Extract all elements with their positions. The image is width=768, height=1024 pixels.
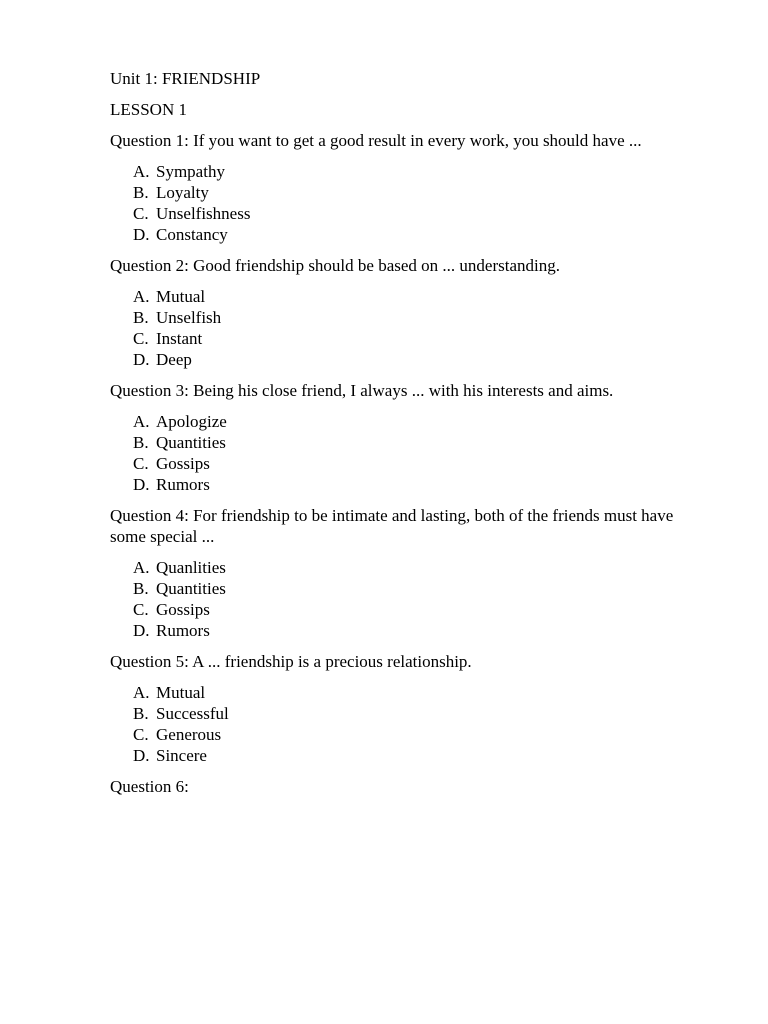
answer-options — [110, 557, 690, 641]
question-text: Question 4: For friendship to be intimate and lasting, both of the friends must have some special ... — [110, 506, 674, 546]
question-5 — [110, 651, 690, 766]
option-a — [133, 682, 690, 703]
answer-options — [110, 411, 690, 495]
question-text: Question 3: Being his close friend, I always ... with his interests and aims. — [110, 381, 614, 400]
option-text: Unselfishness — [156, 204, 251, 223]
option-letter: A. — [133, 412, 150, 431]
option-a — [133, 411, 690, 432]
option-text: Generous — [156, 725, 222, 744]
option-text: Apologize — [156, 412, 227, 431]
option-letter: B. — [133, 308, 149, 327]
question-text: Question 5: A ... friendship is a precious relationship. — [110, 652, 472, 671]
option-text: Mutual — [156, 287, 206, 306]
option-text: Sympathy — [156, 162, 225, 181]
option-a — [133, 161, 690, 182]
option-d — [133, 620, 690, 641]
option-letter: D. — [133, 225, 150, 244]
option-text: Quantities — [156, 433, 226, 452]
option-letter: A. — [133, 683, 150, 702]
option-c — [133, 724, 690, 745]
option-text: Constancy — [156, 225, 228, 244]
option-letter: D. — [133, 475, 150, 494]
question-text: Question 1: If you want to get a good result in every work, you should have ... — [110, 131, 642, 150]
option-text: Gossips — [156, 454, 210, 473]
option-a — [133, 557, 690, 578]
option-b — [133, 432, 690, 453]
option-d — [133, 349, 690, 370]
document-page — [110, 68, 690, 807]
option-letter: D. — [133, 621, 150, 640]
answer-options — [110, 286, 690, 370]
question-2 — [110, 255, 690, 370]
option-text: Unselfish — [156, 308, 222, 327]
option-letter: B. — [133, 433, 149, 452]
option-a — [133, 286, 690, 307]
question-1 — [110, 130, 690, 245]
option-d — [133, 224, 690, 245]
option-c — [133, 599, 690, 620]
option-letter: C. — [133, 600, 149, 619]
option-text: Deep — [156, 350, 192, 369]
option-b — [133, 578, 690, 599]
option-c — [133, 203, 690, 224]
option-c — [133, 453, 690, 474]
option-letter: D. — [133, 350, 150, 369]
option-c — [133, 328, 690, 349]
option-text: Rumors — [156, 475, 210, 494]
answer-options — [110, 682, 690, 766]
option-text: Gossips — [156, 600, 210, 619]
option-text: Sincere — [156, 746, 207, 765]
option-text: Rumors — [156, 621, 210, 640]
option-letter: A. — [133, 287, 150, 306]
option-d — [133, 474, 690, 495]
option-b — [133, 703, 690, 724]
answer-options — [110, 161, 690, 245]
question-4 — [110, 505, 690, 641]
question-text: Question 6: — [110, 777, 189, 796]
option-letter: C. — [133, 329, 149, 348]
option-letter: C. — [133, 204, 149, 223]
option-letter: B. — [133, 704, 149, 723]
option-b — [133, 182, 690, 203]
question-text: Question 2: Good friendship should be based on ... understanding. — [110, 256, 560, 275]
option-text: Successful — [156, 704, 229, 723]
option-text: Mutual — [156, 683, 206, 702]
option-letter: D. — [133, 746, 150, 765]
option-letter: A. — [133, 558, 150, 577]
option-d — [133, 745, 690, 766]
option-text: Quantities — [156, 579, 226, 598]
option-text: Loyalty — [156, 183, 209, 202]
option-letter: B. — [133, 183, 149, 202]
option-text: Quanlities — [156, 558, 226, 577]
lesson-title: LESSON 1 — [110, 100, 187, 119]
option-letter: C. — [133, 725, 149, 744]
option-b — [133, 307, 690, 328]
question-6 — [110, 776, 690, 797]
option-text: Instant — [156, 329, 203, 348]
option-letter: A. — [133, 162, 150, 181]
option-letter: B. — [133, 579, 149, 598]
question-3 — [110, 380, 690, 495]
option-letter: C. — [133, 454, 149, 473]
unit-title: Unit 1: FRIENDSHIP — [110, 69, 261, 88]
